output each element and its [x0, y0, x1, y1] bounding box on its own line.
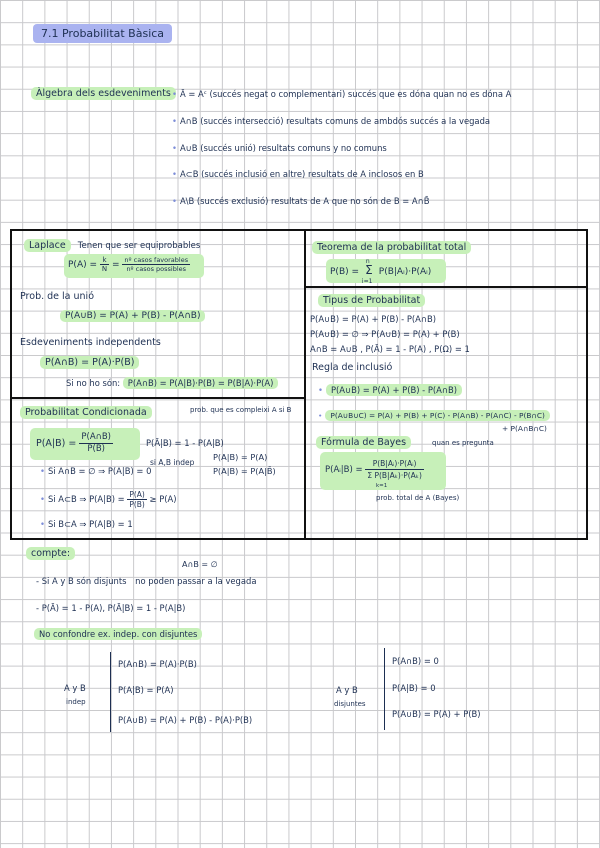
algebra-item: • A∩B (succés intersecció) resultats comuns de ambdós succés a la vegada	[172, 116, 491, 126]
independents-label: Esdeveniments independents	[20, 337, 161, 348]
disj-line: P(A∪B) = P(A) + P(B)	[392, 709, 481, 719]
laplace-formula: P(A) = $\frac{k}{N}$ = $\frac{\text{nº casos favorables}}{\text{nº casos possibles}}$	[68, 256, 189, 273]
conditional-bullet1: • Si A∩B = ∅ ⇒ P(A|B) = 0	[40, 466, 152, 476]
box-left	[10, 229, 12, 540]
box-right-divider	[304, 286, 588, 288]
indep-brace	[110, 652, 111, 732]
disj-line: P(A|B) = 0	[392, 683, 436, 693]
conditional-right2a: P(A|B) = P(A)	[213, 452, 268, 462]
conditional-aside: prob. que es compleixi A si B	[190, 406, 292, 414]
box-top	[10, 229, 588, 231]
union-label: Prob. de la unió	[20, 291, 95, 302]
notes-line2: - P(Ā) = 1 - P(A), P(Ā|B) = 1 - P(A|B)	[36, 603, 186, 613]
bayes-formula: P(Aᵢ|B) = $\frac{\text{P(B|Aᵢ)·P(Aᵢ)}}{\text{Σ P(B|Aₖ)·P(Aₖ)}}$	[325, 459, 422, 480]
inclusion-line1: • P(A∪B) = P(A) + P(B) - P(A∩B)	[318, 384, 462, 396]
tips-line: A∩B = A∪B , P(Ā) = 1 - P(A) , P(Ω) = 1	[310, 344, 470, 354]
tips-line: P(A∪B) = P(A) + P(B) - P(A∩B)	[310, 314, 437, 324]
conditional-bullet2: • Si A⊂B ⇒ P(A|B) = $\frac{P(A)}{P(B)}$ ≥ P(A)	[40, 490, 177, 509]
algebra-label: Àlgebra dels esdeveniments	[31, 88, 176, 100]
conditional-right1: P(Ā|B) = 1 - P(A|B)	[146, 438, 224, 448]
independents-note: Si no ho són: P(A∩B) = P(A|B)·P(B) = P(B|A)·P(A)	[66, 377, 278, 389]
tips-line: P(A∪B) = ∅ ⇒ P(A∪B) = P(A) + P(B)	[310, 329, 460, 339]
disj-brace	[384, 648, 385, 730]
total-formula: P(B) = n Σ i=1 P(B|Aᵢ)·P(Aᵢ)	[330, 258, 432, 285]
conditional-right2-prefix: si A,B indep	[150, 458, 195, 467]
box-right	[586, 229, 588, 540]
conditional-label: Probabilitat Condicionada	[20, 407, 152, 419]
bayes-note: prob. total de A (Bayes)	[376, 494, 460, 502]
indep-line: P(A∪B) = P(A) + P(B) - P(A)·P(B)	[118, 715, 253, 725]
disj-line: P(A∩B) = 0	[392, 656, 439, 666]
bayes-den-sub: k=1	[376, 483, 388, 489]
disj-label: A y B	[336, 685, 358, 695]
independents-formula: P(A∩B) = P(A)·P(B)	[40, 357, 139, 369]
inclusion-line2b: + P(A∩B∩C)	[502, 424, 547, 433]
conditional-right2b: P(A|B) = P(A|B̄)	[213, 466, 276, 476]
box-left-divider	[10, 397, 306, 399]
notes-aside: A∩B = ∅	[182, 560, 218, 569]
indep-sublabel: indep	[66, 698, 86, 706]
notes-label: compte:	[26, 548, 75, 560]
laplace-label: Laplace Tenen que ser equiprobables	[24, 240, 200, 252]
indep-label: A y B	[64, 683, 86, 693]
total-label: Teorema de la probabilitat total	[312, 242, 471, 254]
inclusion-label: Regla de inclusió	[312, 362, 393, 373]
indep-line: P(A|B) = P(A)	[118, 685, 174, 695]
algebra-item: • A⊂B (succés inclusió en altre) resultats de A inclosos en B	[172, 169, 424, 179]
algebra-item: • Ā = Aᶜ (succés negat o complementari) succés que es dóna quan no es dóna A	[172, 89, 512, 99]
box-middle	[304, 229, 306, 540]
conditional-bullet3: • Si B⊂A ⇒ P(A|B) = 1	[40, 519, 133, 529]
notes-line1: - Si A y B són disjunts no poden passar a la vegada	[36, 576, 257, 586]
bayes-label: Fórmula de Bayes	[316, 437, 411, 449]
box-bottom	[10, 538, 588, 540]
bayes-aside: quan es pregunta	[432, 439, 494, 447]
disj-sublabel: disjuntes	[334, 700, 366, 708]
tips-label: Tipus de Probabilitat	[318, 295, 425, 307]
notes-line3: No confondre ex. indep. con disjuntes	[34, 628, 202, 640]
inclusion-line2: • P(A∪B∪C) = P(A) + P(B) + P(C) - P(A∩B) - P(A∩C) - P(B∩C)	[318, 410, 550, 422]
page-title: 7.1 Probabilitat Bàsica	[33, 28, 172, 40]
indep-line: P(A∩B) = P(A)·P(B)	[118, 659, 197, 669]
union-formula: P(A∪B) = P(A) + P(B) - P(A∩B)	[60, 310, 205, 322]
conditional-formula: P(A|B) = $\frac{P(A\cap B)}{P(B)}$	[36, 432, 112, 454]
algebra-item: • A∪B (succés unió) resultats comuns y no comuns	[172, 143, 387, 153]
algebra-item: • A\B (succés exclusió) resultats de A que no són de B = A∩B̄	[172, 196, 430, 206]
